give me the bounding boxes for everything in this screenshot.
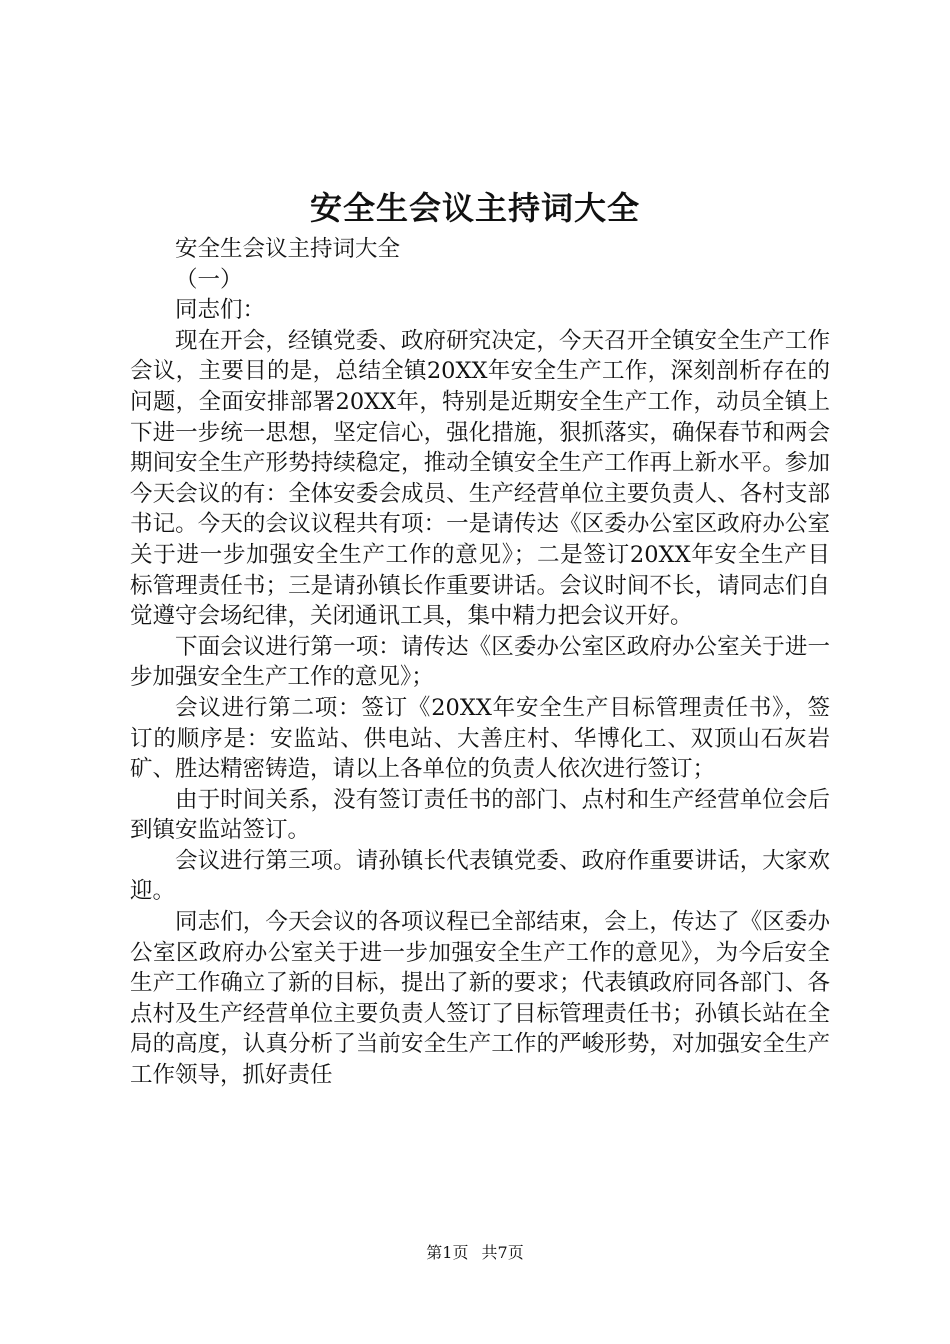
paragraph-item-three: 会议进行第三项。请孙镇长代表镇党委、政府作重要讲话，大家欢迎。 <box>130 847 830 905</box>
paragraph-greeting: 同志们： <box>175 297 266 324</box>
document-body <box>130 234 830 1091</box>
paragraph-subtitle: 安全生会议主持词大全 <box>175 236 401 262</box>
page-total: 共7页 <box>481 1243 524 1262</box>
paragraph-item-one: 下面会议进行第一项：请传达《区委办公室区政府办公室关于进一步加强安全生产工作的意见》； <box>130 633 830 691</box>
paragraph-item-two: 会议进行第二项：签订《20XX年安全生产目标管理责任书》，签订的顺序是：安监站、供电站、大善庄村、华博化工、双顶山石灰岩矿、胜达精密铸造，请以上各单位的负责人依次进行签订； <box>130 694 830 783</box>
paragraph-opening: 现在开会，经镇党委、政府研究决定，今天召开全镇安全生产工作会议，主要目的是，总结全镇20XX年安全生产工作，深刻剖析存在的问题，全面安排部署20XX年，特别是近期安全生产工作，动员全镇上下进一步统一思想，坚定信心，强化措施，狠抓落实，确保春节和两会期间安全生产形势持续稳定，推动全镇安全生产工作再上新水平。参加今天会议的有：全体安委会成员、生产经营单位主要负责人、各村支部书记。今天的会议议程共有项：一是请传达《区委办公室区政府办公室关于进一步加强安全生产工作的意见》；二是签订20XX年安全生产目标管理责任书；三是请孙镇长作重要讲话。会议时间不长，请同志们自觉遵守会场纪律，关闭通讯工具，集中精力把会议开好。 <box>130 327 830 630</box>
document-title: 安全生会议主持词大全 <box>309 189 640 227</box>
page-number: 第1页 <box>426 1243 469 1262</box>
paragraph-note: 由于时间关系，没有签订责任书的部门、点村和生产经营单位会后到镇安监站签订。 <box>130 786 830 844</box>
page-footer <box>0 1242 950 1264</box>
paragraph-closing: 同志们，今天会议的各项议程已全部结束，会上，传达了《区委办公室区政府办公室关于进一步加强安全生产工作的意见》，为今后安全生产工作确立了新的目标，提出了新的要求；代表镇政府同各部门、各点村及生产经营单位主要负责人签订了目标管理责任书；孙镇长站在全局的高度，认真分析了当前安全生产工作的严峻形势，对加强安全生产工作领导，抓好责任 <box>130 909 830 1089</box>
paragraph-section-number: （一） <box>175 266 243 293</box>
